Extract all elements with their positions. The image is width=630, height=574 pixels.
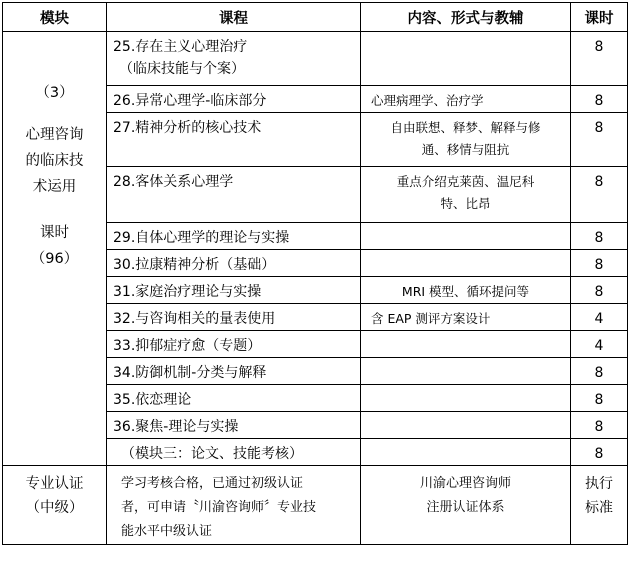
content-line: 自由联想、释梦、解释与修	[390, 120, 541, 135]
course-cell	[107, 32, 361, 86]
course-cell: 33.抑郁症疗愈（专题）	[107, 331, 361, 358]
module-hours-label: 课时	[40, 225, 69, 241]
certification-system	[361, 466, 571, 545]
certification-desc-line1: 学习考核合格，已通过初级认证	[121, 476, 304, 491]
certification-desc-line3: 能水平中级认证	[121, 524, 213, 539]
header-row	[3, 3, 628, 32]
header-module: 模块	[3, 3, 107, 32]
course-cell: 29.自体心理学的理论与实操	[107, 223, 361, 250]
content-cell: 含 EAP 测评方案设计	[361, 304, 571, 331]
course-cell: 34.防御机制-分类与解释	[107, 358, 361, 385]
hours-cell: 8	[571, 113, 628, 167]
course-cell: 35.依恋理论	[107, 385, 361, 412]
module-number: （3）	[35, 85, 74, 101]
hours-cell: 8	[571, 412, 628, 439]
header-content: 内容、形式与教辅	[361, 3, 571, 32]
certification-standard-line1: 执行	[585, 476, 613, 492]
certification-standard	[571, 466, 628, 545]
hours-cell: 4	[571, 304, 628, 331]
course-cell: 26.异常心理学-临床部分	[107, 86, 361, 113]
course-cell: 30.拉康精神分析（基础）	[107, 250, 361, 277]
content-cell	[361, 412, 571, 439]
content-cell	[361, 358, 571, 385]
hours-cell: 8	[571, 439, 628, 466]
certification-system-line2: 注册认证体系	[426, 500, 505, 515]
hours-cell: 8	[571, 86, 628, 113]
module-name-line3: 术运用	[32, 179, 77, 195]
certification-title-line1: 专业认证	[25, 476, 84, 492]
content-cell	[361, 32, 571, 86]
course-cell: 28.客体关系心理学	[107, 167, 361, 223]
content-line: 重点介绍克莱茵、温尼科	[396, 174, 535, 189]
module-cell	[3, 32, 107, 466]
content-cell: MRI 模型、循环提问等	[361, 277, 571, 304]
header-course: 课程	[107, 3, 361, 32]
course-table	[2, 2, 628, 545]
module-name-line2: 的临床技	[25, 153, 84, 169]
hours-cell: 4	[571, 331, 628, 358]
certification-desc-line2: 者，可申请〝川渝咨询师〞专业技	[121, 500, 317, 515]
header-hours: 课时	[571, 3, 628, 32]
module-hours-total: （96）	[30, 251, 79, 267]
certification-row	[3, 466, 628, 545]
course-line: （临床技能与个案）	[119, 61, 245, 77]
course-cell: 32.与咨询相关的量表使用	[107, 304, 361, 331]
course-line: 25.存在主义心理治疗	[113, 39, 248, 55]
hours-cell: 8	[571, 167, 628, 223]
module-name-line1: 心理咨询	[25, 127, 84, 143]
hours-cell: 8	[571, 358, 628, 385]
hours-cell: 8	[571, 223, 628, 250]
table-row	[3, 32, 628, 86]
course-cell: 31.家庭治疗理论与实操	[107, 277, 361, 304]
course-cell: 27.精神分析的核心技术	[107, 113, 361, 167]
hours-cell: 8	[571, 277, 628, 304]
content-cell	[361, 223, 571, 250]
content-line: 通、移情与阻抗	[421, 142, 510, 157]
hours-cell: 8	[571, 32, 628, 86]
hours-cell: 8	[571, 250, 628, 277]
hours-cell: 8	[571, 385, 628, 412]
content-cell	[361, 385, 571, 412]
content-cell	[361, 167, 571, 223]
certification-title	[3, 466, 107, 545]
certification-standard-line2: 标准	[585, 500, 613, 516]
content-cell	[361, 439, 571, 466]
content-cell	[361, 250, 571, 277]
course-cell: 36.聚焦-理论与实操	[107, 412, 361, 439]
certification-description	[107, 466, 361, 545]
content-line: 特、比昂	[440, 196, 491, 211]
content-cell	[361, 331, 571, 358]
certification-system-line1: 川渝心理咨询师	[419, 476, 511, 491]
content-cell	[361, 113, 571, 167]
content-cell: 心理病理学、治疗学	[361, 86, 571, 113]
certification-title-line2: （中级）	[25, 500, 84, 516]
course-cell: （模块三：论文、技能考核）	[107, 439, 361, 466]
